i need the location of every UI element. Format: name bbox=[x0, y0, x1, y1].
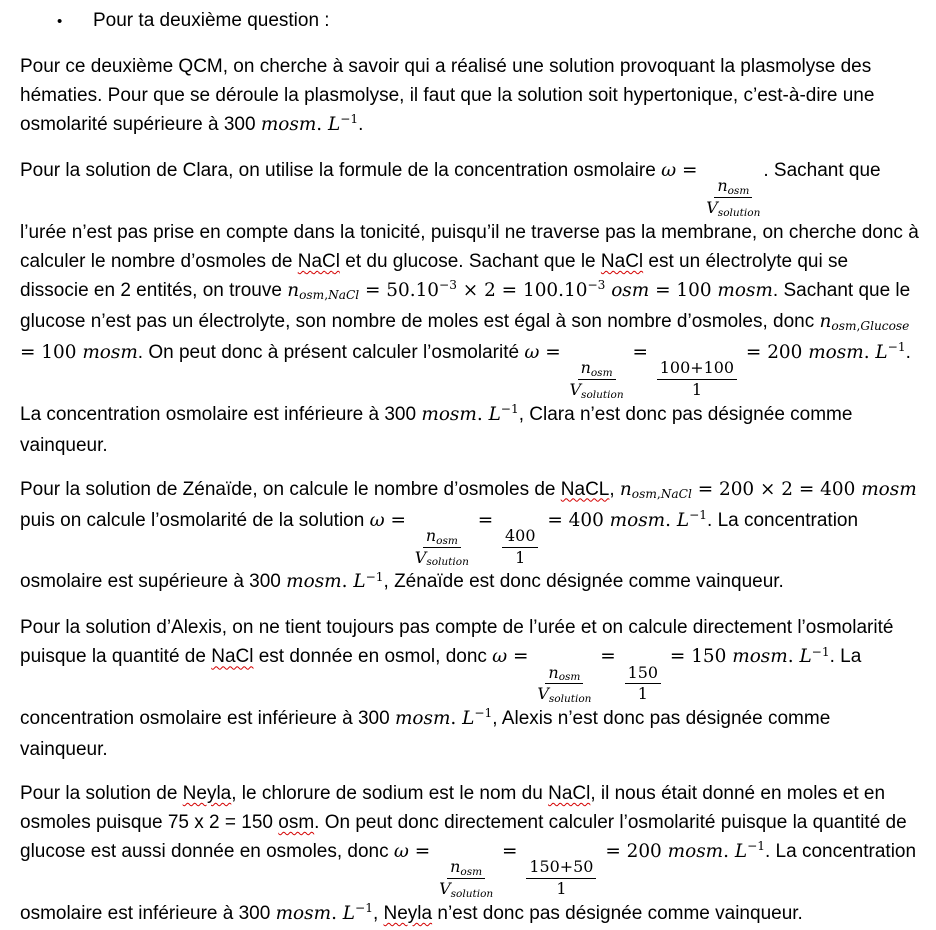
text-run: . On peut donc directement calculer l’osmolarité puisque la quantité de glucose est aussi donnée en osmoles, donc bbox=[20, 812, 907, 863]
fraction-numerator bbox=[502, 527, 538, 548]
text-run: et du glucose. Sachant que le bbox=[339, 250, 601, 272]
paragraph bbox=[20, 779, 920, 930]
fraction-denominator bbox=[706, 198, 760, 218]
math-run: = 200 mosm. $L^{-1}$ bbox=[740, 340, 906, 363]
math-run: ω = bbox=[492, 646, 535, 668]
text-run: . La concentration osmolaire est inférieure à 300 bbox=[20, 646, 862, 730]
paragraph bbox=[20, 475, 920, 599]
math-run: $n_{osm,NaCl}$ bbox=[619, 478, 692, 501]
misspelled-word[interactable]: osm bbox=[278, 812, 315, 834]
fraction-numerator bbox=[657, 359, 737, 380]
misspelled-word[interactable]: NaCl bbox=[600, 250, 644, 272]
math-run: 100+100 bbox=[659, 357, 735, 377]
text-run: Pour la solution d’Alexis, on ne tient toujours pas compte de l’urée et on calcule directement l’osmolarité puisque la quantité de bbox=[20, 617, 894, 668]
fraction-numerator bbox=[625, 664, 661, 685]
bullet-marker: • bbox=[57, 13, 63, 30]
math-run: 1 bbox=[637, 684, 648, 704]
fraction-numerator bbox=[545, 664, 583, 685]
math-run: = 100 mosm bbox=[20, 341, 138, 363]
misspelled-word[interactable]: NaCl bbox=[548, 783, 591, 805]
math-run: ω = bbox=[661, 160, 704, 181]
math-run: = bbox=[626, 341, 654, 363]
fraction-denominator bbox=[515, 548, 525, 568]
text-run: est un électrolyte qui se dissocie en 2 entités, on trouve bbox=[20, 250, 849, 301]
paragraph bbox=[20, 52, 920, 141]
math-run: $V_{solution}$ bbox=[537, 684, 592, 706]
math-run: 1 bbox=[515, 547, 526, 567]
math-run: ω = bbox=[369, 509, 412, 531]
math-run: 1 bbox=[556, 879, 567, 899]
math-fraction bbox=[439, 858, 493, 899]
paragraph bbox=[20, 156, 920, 460]
fraction-numerator bbox=[578, 359, 616, 380]
text-run: . La concentration osmolaire est inférieure à 300 bbox=[20, 341, 911, 425]
fraction-denominator bbox=[692, 380, 702, 400]
math-run: $n_{osm}$ bbox=[717, 176, 750, 198]
document-paragraphs bbox=[20, 52, 920, 930]
math-run: $n_{osm,Glucose}$ bbox=[819, 310, 910, 334]
math-fraction bbox=[415, 527, 469, 568]
math-fraction bbox=[526, 858, 596, 899]
text-run: , il nous était donné en moles et en osmoles puisque 75 x 2 = 150 bbox=[20, 783, 886, 834]
math-run: = 150 mosm. $L^{-1}$ bbox=[664, 644, 830, 668]
text-run: . La concentration osmolaire est supérieure à 300 bbox=[20, 509, 859, 593]
text-run: , Zénaïde est donc désignée comme vainqueur. bbox=[383, 571, 784, 593]
math-run: $n_{osm,NaCl}$ bbox=[287, 279, 360, 303]
text-run: , le chlorure de sodium est le nom du bbox=[231, 783, 549, 805]
math-run: = bbox=[496, 841, 524, 863]
text-run: Pour la solution de bbox=[20, 783, 183, 805]
text-run: , Alexis n’est donc pas désignée comme vainqueur. bbox=[20, 708, 831, 761]
math-run: × $2 = 100.10^{-3}$ bbox=[456, 278, 606, 301]
math-run: $n_{osm}$ bbox=[548, 662, 581, 684]
math-run: mosm. $L^{-1}$ bbox=[275, 901, 373, 924]
fraction-numerator bbox=[526, 858, 596, 879]
math-run: 400 bbox=[505, 525, 536, 545]
math-run: $n_{osm}$ bbox=[425, 525, 458, 547]
misspelled-word[interactable]: NaCL bbox=[560, 478, 610, 500]
text-run: n’est donc pas désignée comme vainqueur. bbox=[432, 902, 803, 924]
math-run: mosm. $L^{-1}$ bbox=[260, 112, 359, 135]
math-run: $V_{solution}$ bbox=[706, 197, 761, 219]
fraction-denominator bbox=[638, 684, 648, 704]
math-fraction bbox=[706, 177, 760, 218]
fraction-numerator bbox=[714, 177, 752, 198]
math-run: ω = bbox=[524, 341, 567, 363]
math-run: $V_{solution}$ bbox=[414, 547, 469, 569]
math-run: mosm. $L^{-1}$ bbox=[421, 401, 519, 425]
math-run: 150 bbox=[627, 662, 659, 682]
bullet-list-item bbox=[20, 6, 920, 36]
math-run: osm = 100 mosm bbox=[611, 279, 773, 301]
text-run: . bbox=[358, 114, 364, 135]
misspelled-word[interactable]: NaCl bbox=[211, 646, 254, 668]
fraction-denominator bbox=[415, 548, 469, 568]
math-run: 1 bbox=[691, 379, 702, 399]
fraction-denominator bbox=[439, 879, 493, 899]
fraction-denominator bbox=[556, 879, 566, 899]
math-run: ω = bbox=[393, 841, 437, 863]
text-run: Pour la solution de Zénaïde, on calcule le nombre d’osmoles de bbox=[20, 478, 561, 500]
math-run: = 200 mosm. $L^{-1}$ bbox=[599, 839, 765, 863]
math-run: = $50.10^{-3}$ bbox=[359, 278, 457, 301]
misspelled-word[interactable]: Neyla bbox=[383, 902, 433, 924]
math-fraction bbox=[657, 359, 737, 400]
math-run: 150+50 bbox=[529, 857, 594, 877]
math-run: = bbox=[594, 646, 622, 668]
math-run: = 400 mosm. $L^{-1}$ bbox=[541, 507, 708, 531]
math-fraction bbox=[625, 664, 661, 705]
misspelled-word[interactable]: NaCl bbox=[297, 250, 340, 272]
math-run: mosm. $L^{-1}$ bbox=[286, 569, 384, 593]
text-run: , bbox=[372, 902, 384, 924]
text-run: Pour la solution de Clara, on utilise la formule de la concentration osmolaire bbox=[20, 160, 662, 181]
text-run: , bbox=[609, 478, 620, 500]
text-run: . On peut donc à présent calculer l’osmolarité bbox=[137, 341, 525, 363]
math-fraction bbox=[570, 359, 624, 400]
fraction-numerator bbox=[447, 858, 485, 879]
misspelled-word[interactable]: Neyla bbox=[182, 783, 232, 805]
math-run: = 200 × 2 = 400 mosm bbox=[691, 478, 917, 500]
math-fraction bbox=[502, 527, 538, 568]
text-run: Pour ce deuxième QCM, on cherche à savoir qui a réalisé une solution provoquant la plasmolyse des hématies. Pour que se déroule la plasmolyse, il faut que la solution soit hypertonique, c’est-à-dire une osmolarité supérieure à 300 bbox=[20, 56, 875, 135]
math-run: = bbox=[471, 509, 500, 531]
text-run: , Clara n’est donc pas désignée comme vainqueur. bbox=[20, 403, 853, 456]
text-run: . Sachant que l’urée n’est pas prise en compte dans la tonicité, puisqu’il ne traverse pas la membrane, on cherche donc à calculer le nombre d’osmoles de bbox=[20, 160, 919, 272]
bullet-item-text: Pour ta deuxième question : bbox=[93, 10, 330, 31]
text-run: est donnée en osmol, donc bbox=[253, 646, 493, 668]
fraction-denominator bbox=[570, 380, 624, 400]
math-run: $V_{solution}$ bbox=[439, 879, 494, 901]
math-run: $V_{solution}$ bbox=[569, 379, 624, 401]
fraction-denominator bbox=[537, 684, 591, 704]
fraction-numerator bbox=[423, 527, 461, 548]
math-fraction bbox=[537, 664, 591, 705]
math-run: $n_{osm}$ bbox=[580, 357, 613, 379]
text-run: . La concentration osmolaire est inférieure à 300 bbox=[20, 841, 917, 924]
math-run: $n_{osm}$ bbox=[450, 857, 483, 879]
text-run: . Sachant que le glucose n’est pas un électrolyte, son nombre de moles est égal à son nombre d’osmoles, donc bbox=[20, 279, 911, 332]
paragraph bbox=[20, 613, 920, 764]
text-run: puis on calcule l’osmolarité de la solution bbox=[20, 509, 370, 531]
math-run: mosm. $L^{-1}$ bbox=[394, 706, 493, 730]
